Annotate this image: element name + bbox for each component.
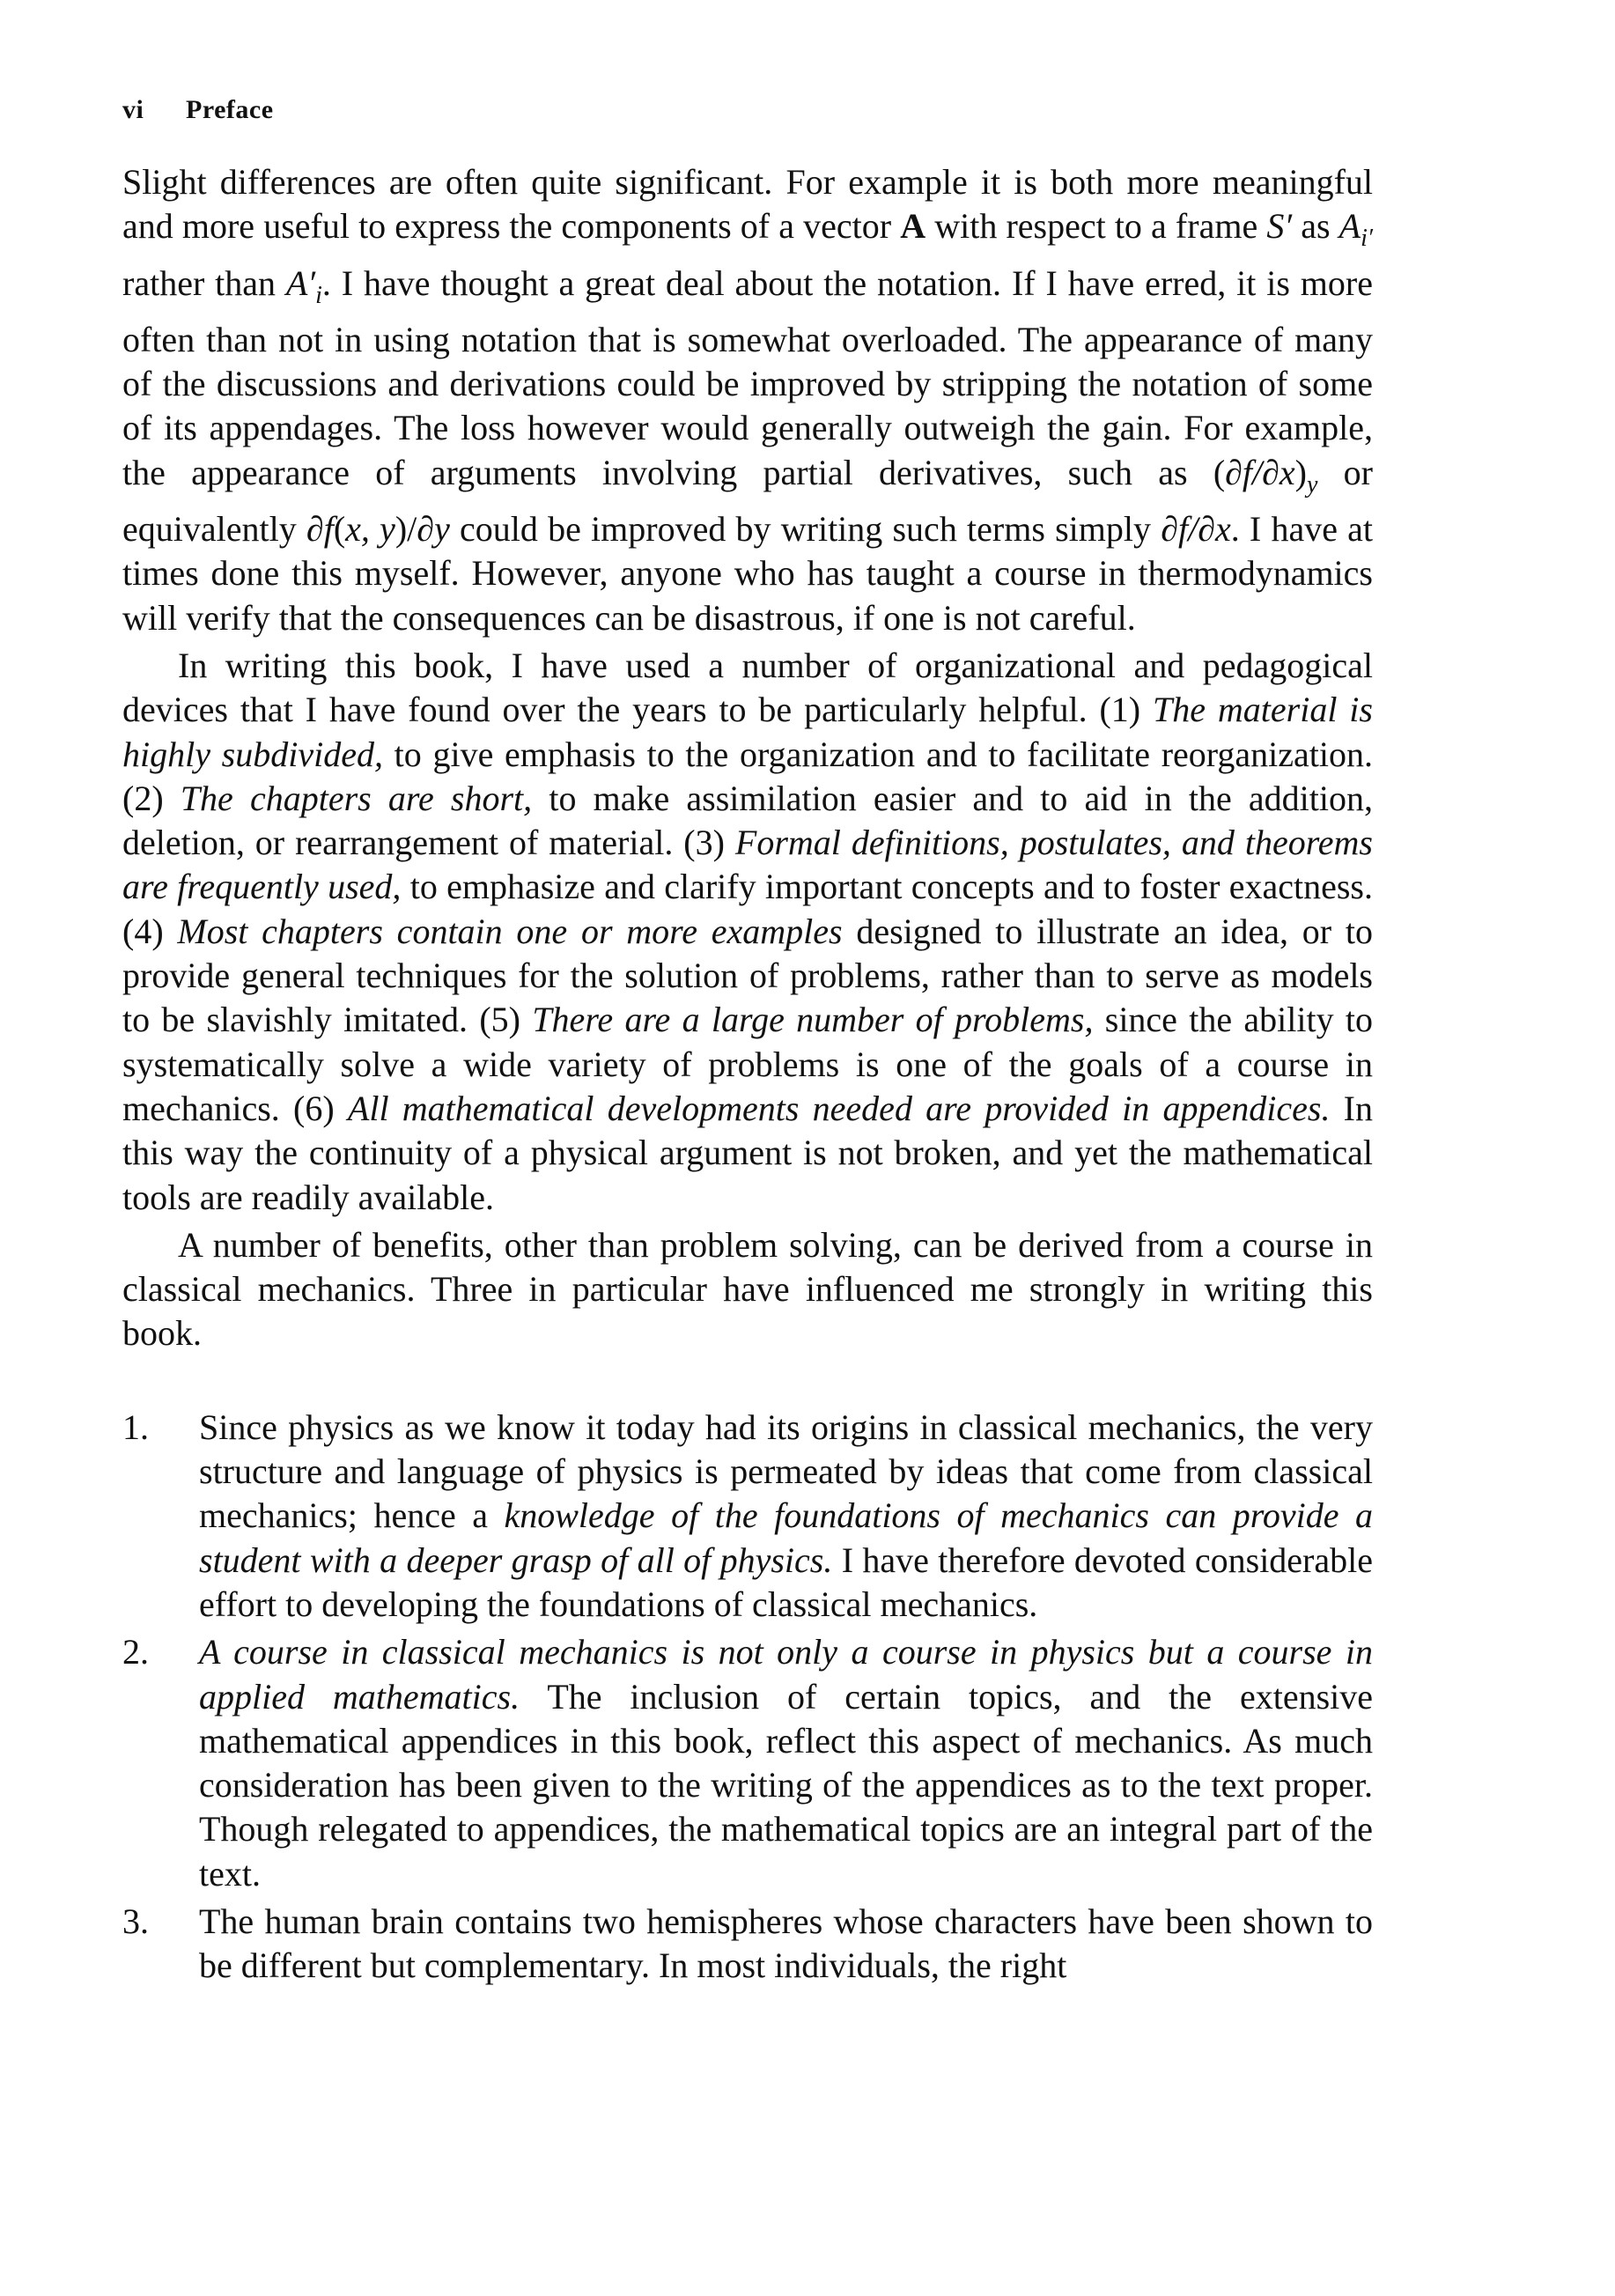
text-run: . I have thought a great deal about the notation. If I have erred, it is more often than not in using notation that is somewhat overloaded. The appearance of many of the discussions and derivations could be improved by stripping the notation of some of its appendages. The loss however would generally outweigh the gain. For example, the appearance of arguments involving partial derivatives, such as ( <box>122 262 1373 492</box>
text-run: A′ <box>285 262 316 303</box>
text-run: ( <box>333 509 346 550</box>
list-item-text <box>199 1901 1373 1985</box>
benefits-list <box>122 1406 1373 1989</box>
text-run: A number of benefits, other than problem solving, can be derived from a course in classical mechanics. Three in particular have influenced me strongly in writing this book. <box>122 1224 1373 1354</box>
text-run: In this way the continuity of a physical argument is not broken, and yet the mathematical tools are readily available. <box>122 1088 1373 1217</box>
text-run: or equivalently <box>122 452 1373 550</box>
body-text <box>122 160 1373 1992</box>
text-run: with respect to a frame <box>925 206 1267 247</box>
text-run: A <box>1338 206 1361 247</box>
text-run: S′ <box>1266 206 1293 247</box>
paragraph-notation <box>122 160 1373 640</box>
text-run: to give emphasis to the organization and to facilitate reorganization. (2) <box>122 734 1374 818</box>
text-run: All mathematical developments needed are provided in appendices. <box>347 1088 1331 1128</box>
list-item-number: 2. <box>122 1632 149 1672</box>
text-run: Formal definitions, postulates, and theorems are frequently used, <box>122 823 1373 907</box>
text-run: A course in classical mechanics is not only a course in physics but a course in applied mathematics. <box>199 1632 1373 1716</box>
list-item-number: 3. <box>122 1901 149 1941</box>
list-item-text <box>199 1407 1373 1624</box>
paragraph-devices <box>122 644 1373 1220</box>
list-item-number: 1. <box>122 1406 149 1447</box>
text-run: as <box>1292 206 1339 247</box>
text-run: ∂y <box>417 509 450 550</box>
text-run: ∂f/∂x <box>1161 509 1231 550</box>
page-number: vi <box>122 95 144 124</box>
text-run: A <box>900 206 926 247</box>
list-item <box>122 1406 1373 1627</box>
text-run: Slight differences are often quite significant. For example it is both more meaningful and more useful to express the components of a vector <box>122 162 1373 247</box>
text-run: ) <box>1294 452 1307 492</box>
running-header <box>122 95 274 125</box>
paragraph-benefits <box>122 1223 1373 1356</box>
list-item <box>122 1630 1373 1896</box>
text-run: x, y <box>345 509 395 550</box>
text-run: The inclusion of certain topics, and the extensive mathematical appendices in this book, reflect this aspect of mechanics. As much consideration has been given to the writing of the appendices as to the text proper. Though relegated to appendices, the mathematical topics are an integral part of the text. <box>199 1676 1374 1894</box>
text-run: The material is highly subdivided, <box>122 690 1373 774</box>
text-run: ∂f <box>306 509 334 550</box>
text-run: designed to illustrate an idea, or to provide general techniques for the solution of problems, rather than to serve as models to be slavishly imitated. (5) <box>122 911 1374 1040</box>
text-run: ∂f/∂x <box>1225 452 1295 492</box>
text-run: Since physics as we know it today had its origins in classical mechanics, the very structure and language of physics is permeated by ideas that come from classical mechanics; hence a <box>199 1406 1373 1536</box>
text-run: There are a large number of problems, <box>532 1000 1094 1040</box>
text-run: rather than <box>122 262 286 303</box>
text-run: to make assimilation easier and to aid in the addition, deletion, or rearrangement of material. (3) <box>122 778 1374 863</box>
text-run: could be improved by writing such terms simply <box>449 509 1161 550</box>
text-run: In writing this book, I have used a number of organizational and pedagogical devices that I have found over the years to be particularly helpful. (1) <box>122 645 1373 730</box>
text-run: to emphasize and clarify important concepts and to foster exactness. (4) <box>122 867 1373 951</box>
text-run: y <box>1306 470 1318 498</box>
list-item-text <box>199 1632 1373 1893</box>
text-run: i′ <box>1361 225 1373 253</box>
text-run: )/ <box>395 509 417 550</box>
text-run: i <box>315 281 322 309</box>
text-run: The human brain contains two hemispheres whose characters have been shown to be different but complementary. In most individuals, the right <box>199 1901 1373 1986</box>
text-run: The chapters are short, <box>180 778 533 818</box>
text-run: Most chapters contain one or more examples <box>177 911 843 951</box>
text-run: . I have at times done this myself. However, anyone who has taught a course in thermodynamics will verify that the consequences can be disastrous, if one is not careful. <box>122 509 1374 638</box>
text-run: knowledge of the foundations of mechanics can provide a student with a deeper grasp of all of physics. <box>199 1495 1373 1580</box>
text-run: I have therefore devoted considerable effort to developing the foundations of classical mechanics. <box>199 1539 1374 1624</box>
list-item <box>122 1900 1373 1989</box>
running-title: Preface <box>186 95 274 124</box>
text-run: since the ability to systematically solve a wide variety of problems is one of the goals of a course in mechanics. (6) <box>122 1000 1374 1128</box>
